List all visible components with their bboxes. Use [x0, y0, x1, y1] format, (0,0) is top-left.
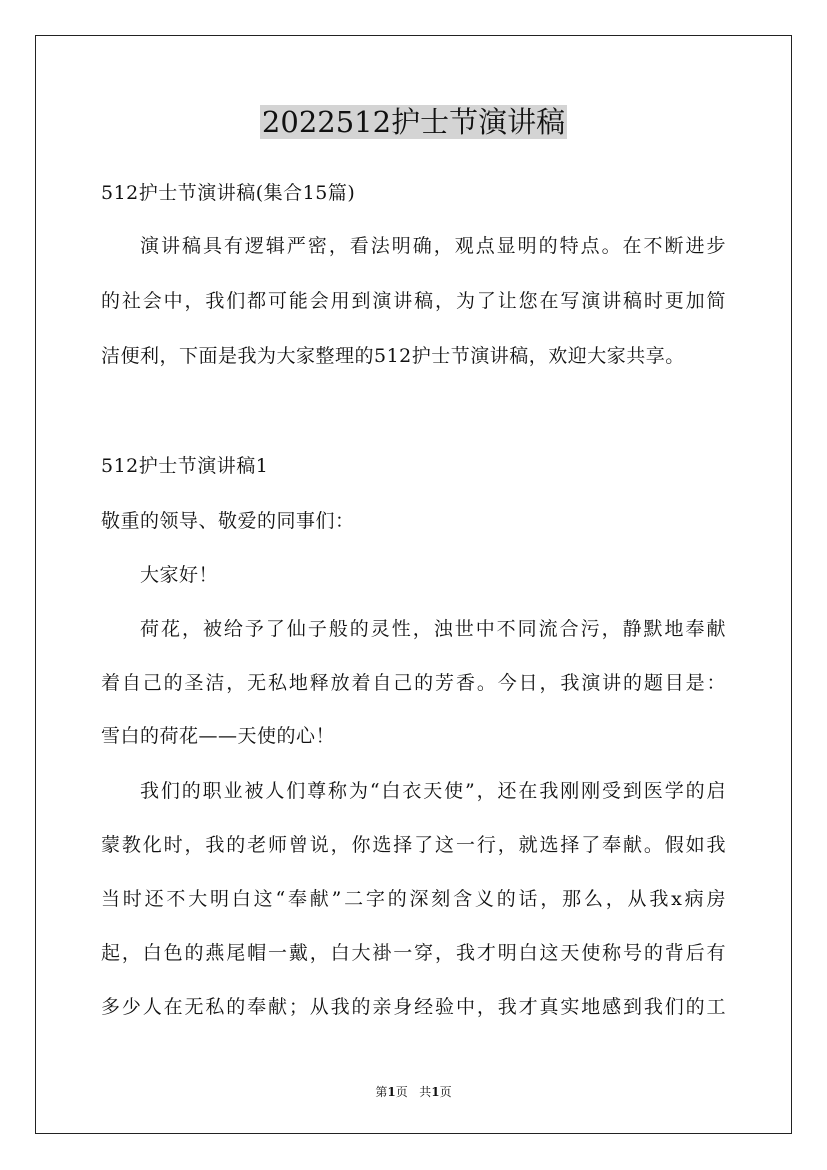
- document-title: [0, 100, 827, 144]
- intro-line: 演讲稿具有逻辑严密，看法明确，观点显明的特点。在不断进步: [140, 235, 726, 257]
- paragraph-line: 起，白色的燕尾帽一戴，白大褂一穿，我才明白这天使称号的背后有: [101, 942, 726, 964]
- document-subtitle: 512护士节演讲稿(集合15篇): [101, 182, 356, 204]
- footer-total-prefix: 共: [419, 1085, 432, 1099]
- paragraph-line: 蒙教化时，我的老师曾说，你选择了这一行，就选择了奉献。假如我: [101, 834, 726, 856]
- section-heading: 512护士节演讲稿1: [101, 455, 269, 477]
- footer-page-number: 1: [387, 1085, 396, 1099]
- paragraph-line: 多少人在无私的奉献；从我的亲身经验中，我才真实地感到我们的工: [101, 996, 726, 1018]
- document-title-text: 2022512护士节演讲稿: [261, 105, 566, 139]
- footer-page-suffix: 页: [395, 1085, 408, 1099]
- footer-total-suffix: 页: [439, 1085, 452, 1099]
- paragraph-line: 我们的职业被人们尊称为“白衣天使”，还在我刚刚受到医学的启: [140, 780, 726, 802]
- intro-line: 洁便利，下面是我为大家整理的512护士节演讲稿，欢迎大家共享。: [101, 345, 685, 367]
- page-footer: [0, 1083, 827, 1101]
- greeting: 大家好！: [140, 564, 219, 586]
- paragraph-line: 着自己的圣洁，无私地释放着自己的芳香。今日，我演讲的题目是：: [101, 672, 726, 694]
- salutation: 敬重的领导、敬爱的同事们：: [101, 510, 355, 532]
- footer-page-prefix: 第: [375, 1085, 388, 1099]
- intro-line: 的社会中，我们都可能会用到演讲稿，为了让您在写演讲稿时更加简: [101, 290, 726, 312]
- paragraph-line: 荷花，被给予了仙子般的灵性，浊世中不同流合污，静默地奉献: [140, 618, 726, 640]
- footer-total-number: 1: [431, 1085, 440, 1099]
- paragraph-line: 当时还不大明白这“奉献”二字的深刻含义的话，那么，从我x病房: [101, 888, 726, 910]
- paragraph-line: 雪白的荷花——天使的心！: [101, 725, 336, 747]
